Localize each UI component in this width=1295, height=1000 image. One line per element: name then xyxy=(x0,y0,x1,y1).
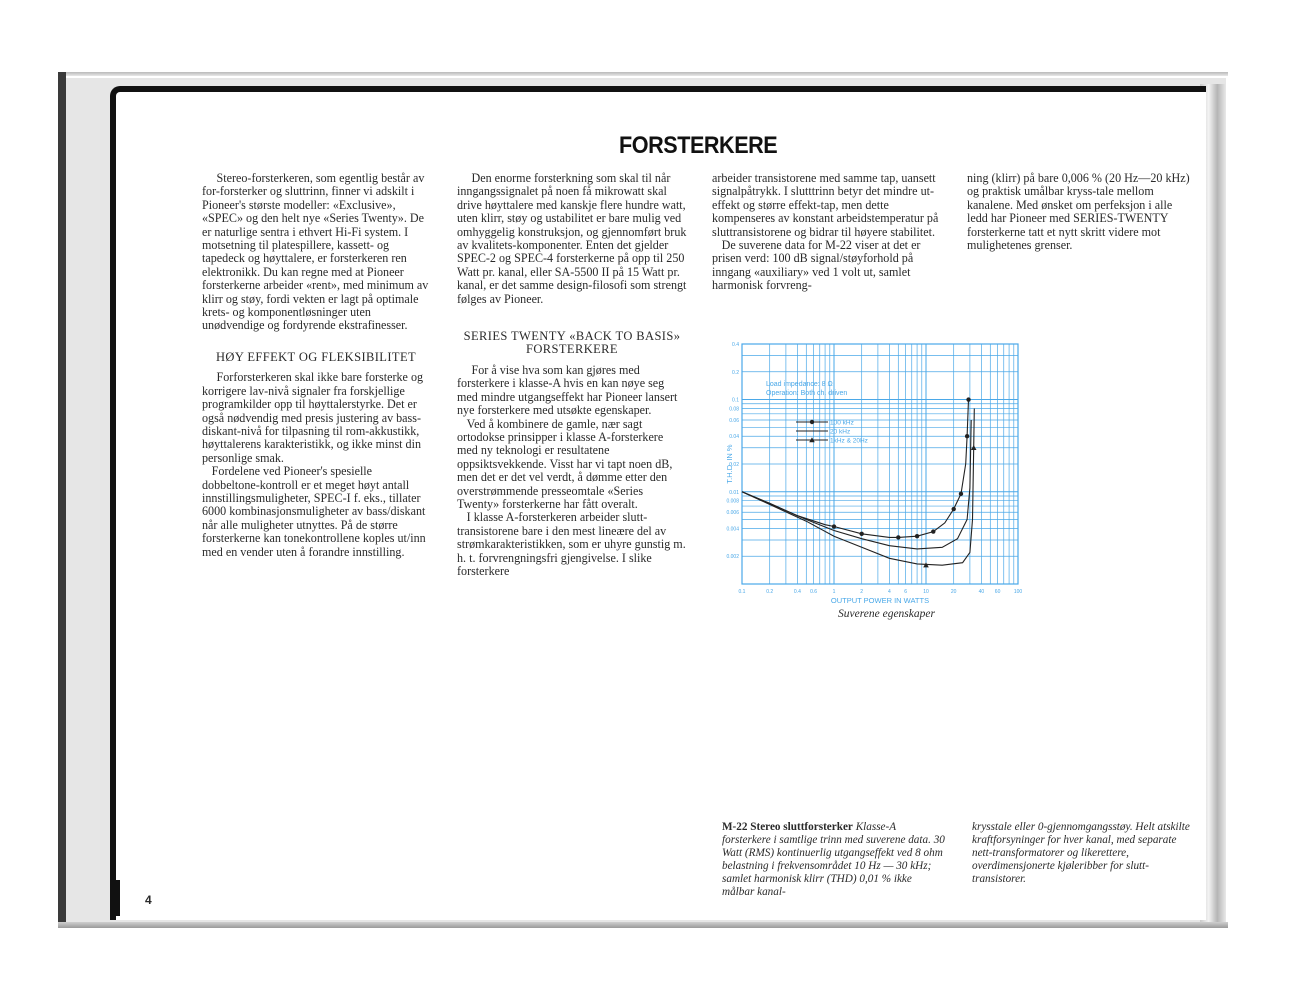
y-tick-label: 0.006 xyxy=(726,510,739,517)
legend-label: 20 kHz xyxy=(830,428,851,436)
legend-marker xyxy=(810,420,814,424)
page-title: FORSTERKERE xyxy=(619,132,778,159)
y-tick-label: 0.08 xyxy=(729,406,739,413)
paragraph: ning (klirr) på bare 0,006 % (20 Hz—20 kHz) og praktisk umålbar kryss-tale mellom kanalene. Med ønsket om perfeksjon i alle ledd har Pioneer med SERIES-TWENTY forsterkerne tatt et nytt skritt videre mot mulighetenes grenser. xyxy=(967,171,1190,253)
paragraph: I klasse A-forsterkeren arbeider slutt-transistorene bare i den mest lineære del av strømkarakteristikken, som er uhyre gunstig m. h. t. forvrengningsfri gjengivelse. I slike forsterkere xyxy=(457,510,686,578)
y-tick-label: 0.002 xyxy=(726,554,739,561)
paragraph: Den enorme forsterkning som skal til når inngangssignalet på noen få mikrowatt skal drive høyttalere med kanskje flere hundre watt, uten klirr, støy og ustabilitet er bare mulig ved omhyggelig konstruksjon, og gjennomført bruk av kvalitets-komponenter. Enten det gjelder SPEC-2 og SPEC-4 forsterkerne på opp til 250 Watt pr. kanal, eller SA-5500 II på 15 Watt pr. kanal, er det samme design-filosofi som strengt følges av Pioneer. xyxy=(457,171,687,306)
x-tick-label: 40 xyxy=(978,589,985,595)
x-tick-label: 2 xyxy=(860,589,864,595)
data-point xyxy=(951,507,955,511)
paragraph: Stereo-forsterkeren, som egentlig består av for-forsterker og sluttrinn, finner vi adskilt i Pioneer's største modeller: «Exclusive», «SPEC» og den helt nye «Series Twenty». De er naturlige sentra i ethvert Hi-Fi system. I motsetning til platespillere, kassett- og tapedeck og høyttalere, er forsterkeren ren elektronikk. Du kan regne med at Pioneer forsterkerne arbeider «rent», med minimum av klirr og støy, fordi vekten er lagt på optimale krets- og komponentløsninger uten unødvendige og fordyrende ekstrafinesser. xyxy=(202,171,429,333)
text-column-4 xyxy=(967,172,1193,252)
thd-chart-svg xyxy=(726,338,1032,608)
chart-caption: Suverene egenskaper xyxy=(838,608,935,620)
y-tick-label: 0.1 xyxy=(732,397,739,404)
data-point xyxy=(832,524,836,528)
data-point xyxy=(859,532,863,536)
y-tick-label: 0.004 xyxy=(726,526,739,533)
product-description: Klasse-A forsterkere i samtlige trinn med suverene data. 30 Watt (RMS) kontinuerlig utgangseffekt ved 8 ohm belastning i frekvensområdet 10 Hz — 30 kHz; samlet harmonisk klirr (THD) 0,01 % ikke målbar kanal- xyxy=(722,821,945,898)
chart-annotation: Operation: Both ch. driven xyxy=(766,390,848,397)
paragraph: For å vise hva som kan gjøres med forsterkere i klasse-A hvis en kan nøye seg med mindre utgangseffekt har Pioneer lansert nye forsterkere med utsøkte egenskaper. xyxy=(457,362,678,418)
x-tick-label: 10 xyxy=(923,589,929,595)
product-caption-continued: krysstale eller 0-gjennomgangsstøy. Helt atskilte kraftforsyninger for hver kanal, med separate nett-transformatorer og likerettere, overdimensjonerte kjøleribber for slutt-transistorer. xyxy=(972,821,1190,885)
product-caption xyxy=(722,821,946,899)
page-number: 4 xyxy=(145,893,152,907)
y-axis-label: T.H.D. IN xyxy=(726,453,734,484)
x-tick-label: 0.2 xyxy=(766,589,774,595)
paragraph: De suverene data for M-22 viser at det er prisen verd: 100 dB signal/støyforhold på inngang «auxiliary» ved 1 volt ut, samlet harmonisk forvreng- xyxy=(712,238,921,293)
text-column-1 xyxy=(202,172,430,559)
y-tick-label: 0.008 xyxy=(726,498,739,505)
x-tick-label: 20 xyxy=(950,589,957,595)
x-tick-label: 0.1 xyxy=(738,589,746,595)
y-tick-label: 0.01 xyxy=(729,489,739,496)
data-point xyxy=(915,534,919,538)
data-point xyxy=(931,529,935,533)
x-tick-label: 100 xyxy=(1013,589,1023,595)
legend-label: 1kHz & 20Hz xyxy=(830,437,868,445)
data-point xyxy=(965,434,969,438)
y-tick-label: 0.04 xyxy=(729,434,739,441)
scan-edge-top xyxy=(58,72,1228,76)
data-point xyxy=(959,492,963,496)
y-tick-label: 0.02 xyxy=(729,462,739,468)
x-tick-label: 0.4 xyxy=(793,589,801,595)
text-column-3 xyxy=(712,172,944,293)
paragraph: Ved å kombinere de gamle, nær sagt ortodokse prinsipper i klasse A-forsterkere med ny teknologi er resultatene oppsiktsvekkende. Visst har vi tapt noen dB, men det er det vel verdt, å dømme etter den overstrømmende presseomtale «Series Twenty» forsterkerne har fått overalt. xyxy=(457,416,673,511)
x-tick-label: 4 xyxy=(887,589,891,595)
scan-edge-bottom xyxy=(58,922,1228,928)
paragraph: Fordelene ved Pioneer's spesielle dobbeltone-kontroll er et meget høyt antall innstillingsmuligheter, SPEC-I f. eks., tillater 6000 kombinasjonsmuligheter av bass/diskant når alle muligheter utnyttes. På de større forsterkerne kan tonekontrollene koples ut/inn med en vender uten å forandre innstilling. xyxy=(202,464,426,559)
thd-chart xyxy=(726,338,1032,620)
section-heading: HØY EFFEKT OG FLEKSIBILITET xyxy=(215,349,417,364)
paragraph: Forforsterkeren skal ikke bare forsterke og korrigere lav-nivå signaler fra forskjellige programkilder opp til høyttalerstyrke. Det er også nødvendig med presis justering av bass-diskant-nivå for tilpasning til rom-akkustikk, høyttalerens karakteristikk, og ikke minst din personlige smak. xyxy=(202,370,424,465)
data-point xyxy=(966,397,970,401)
data-point xyxy=(896,535,900,539)
scan-edge-left xyxy=(58,72,66,928)
legend-label: 100 kHz xyxy=(830,419,854,427)
section-heading: SERIES TWENTY «BACK TO BASIS» FORSTERKERE xyxy=(463,329,681,357)
chart-annotation: Load impedance: 8 Ω xyxy=(766,381,833,388)
product-name: M-22 Stereo sluttforsterker xyxy=(722,821,853,833)
series-line xyxy=(742,409,974,566)
text-column-2 xyxy=(457,172,687,578)
x-tick-label: 6 xyxy=(904,589,907,595)
x-tick-label: 1 xyxy=(832,589,836,595)
x-axis-label: OUTPUT POWER IN WATTS xyxy=(830,596,930,605)
y-tick-label: 0.4 xyxy=(732,342,739,348)
y-tick-label: 0.2 xyxy=(732,369,739,376)
x-tick-label: 0.6 xyxy=(810,589,818,595)
y-tick-label: 0.06 xyxy=(729,417,739,424)
paragraph: arbeider transistorene med samme tap, uansett signalpåtrykk. I slutttrinn betyr det mindre ut-effekt og større effekt-tap, men dette kompenseres av konstant arbeidstemperatur på sluttransistorene og bidrar til høyere stabilitet. xyxy=(712,171,939,239)
x-tick-label: 60 xyxy=(994,589,1001,595)
page-edge-tab xyxy=(110,880,120,916)
